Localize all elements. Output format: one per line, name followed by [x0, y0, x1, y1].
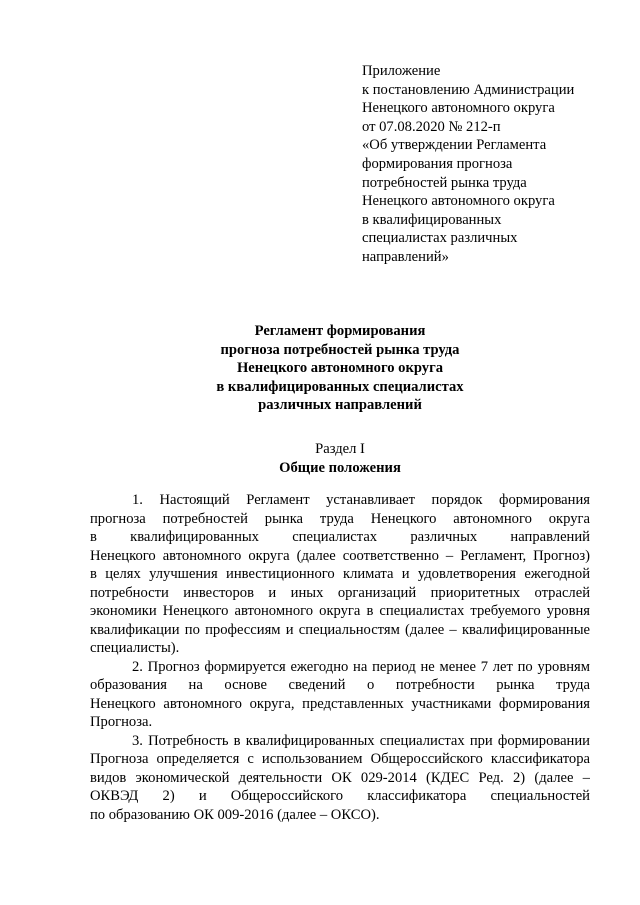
text-line: 2. Прогноз формируется ежегодно на период не менее 7 лет по уровням: [132, 658, 590, 675]
text-line: по образованию ОК 009-2016 (далее – ОКСО).: [90, 806, 380, 823]
text-line: Прогноза определяется с использованием Общероссийского классификатора: [90, 751, 590, 767]
title-line: Ненецкого автономного округа: [236, 360, 444, 377]
paragraph-1: [90, 491, 590, 658]
section-number: Раздел I: [315, 441, 365, 457]
text-line: Прогноза.: [90, 714, 153, 730]
appendix-line: в квалифицированных: [362, 211, 502, 228]
text-line: квалификации по профессиям и специальностям (далее – квалифицированные: [90, 621, 590, 638]
paragraph-2: [90, 658, 590, 732]
text-line: 1. Настоящий Регламент устанавливает порядок формирования: [132, 492, 590, 508]
appendix-line: от 07.08.2020 № 212-п: [362, 118, 501, 135]
appendix-line: Ненецкого автономного округа: [362, 100, 555, 117]
title-line: прогноза потребностей рынка труда: [220, 341, 460, 358]
paragraph-3: [90, 732, 590, 825]
document-body: [90, 491, 590, 824]
title-line: в квалифицированных специалистах: [216, 378, 464, 395]
appendix-line: «Об утверждении Регламента: [362, 137, 547, 154]
title-line: Регламент формирования: [254, 323, 426, 339]
text-line: в квалифицированных специалистах различных направлений: [90, 529, 590, 545]
text-line: ОКВЭД 2) и Общероссийского классификатора специальностей: [90, 788, 590, 804]
text-line: видов экономической деятельности ОК 029-2014 (КДЕС Ред. 2) (далее –: [90, 769, 590, 786]
text-line: в целях улучшения инвестиционного климата и удовлетворения ежегодной: [90, 566, 590, 582]
text-line: Ненецкого автономного округа (далее соответственно – Регламент, Прогноз): [90, 547, 590, 564]
appendix-note: [362, 62, 602, 267]
text-line: потребности инвесторов и иных организаций приоритетных отраслей: [90, 584, 590, 601]
appendix-line: формирования прогноза: [362, 155, 513, 172]
appendix-line: Приложение: [362, 63, 441, 79]
text-line: прогноза потребностей рынка труда Ненецкого автономного округа: [90, 510, 590, 527]
text-line: специалисты).: [90, 640, 180, 656]
text-line: Ненецкого автономного округа, представленных участниками формирования: [90, 695, 590, 712]
appendix-line: специалистах различных: [362, 230, 518, 247]
text-line: экономики Ненецкого автономного округа в специалистах требуемого уровня: [90, 603, 590, 619]
section-heading: [90, 440, 590, 477]
section-title: Общие положения: [279, 459, 401, 476]
title-line: различных направлений: [258, 397, 422, 414]
appendix-line: потребностей рынка труда: [362, 174, 527, 191]
text-line: образования на основе сведений о потребности рынка труда: [90, 677, 590, 693]
document-title: [90, 322, 590, 415]
appendix-line: к постановлению Администрации: [362, 81, 575, 98]
text-line: 3. Потребность в квалифицированных специалистах при формировании: [132, 732, 590, 749]
appendix-line: направлений»: [362, 248, 449, 265]
appendix-line: Ненецкого автономного округа: [362, 193, 555, 210]
